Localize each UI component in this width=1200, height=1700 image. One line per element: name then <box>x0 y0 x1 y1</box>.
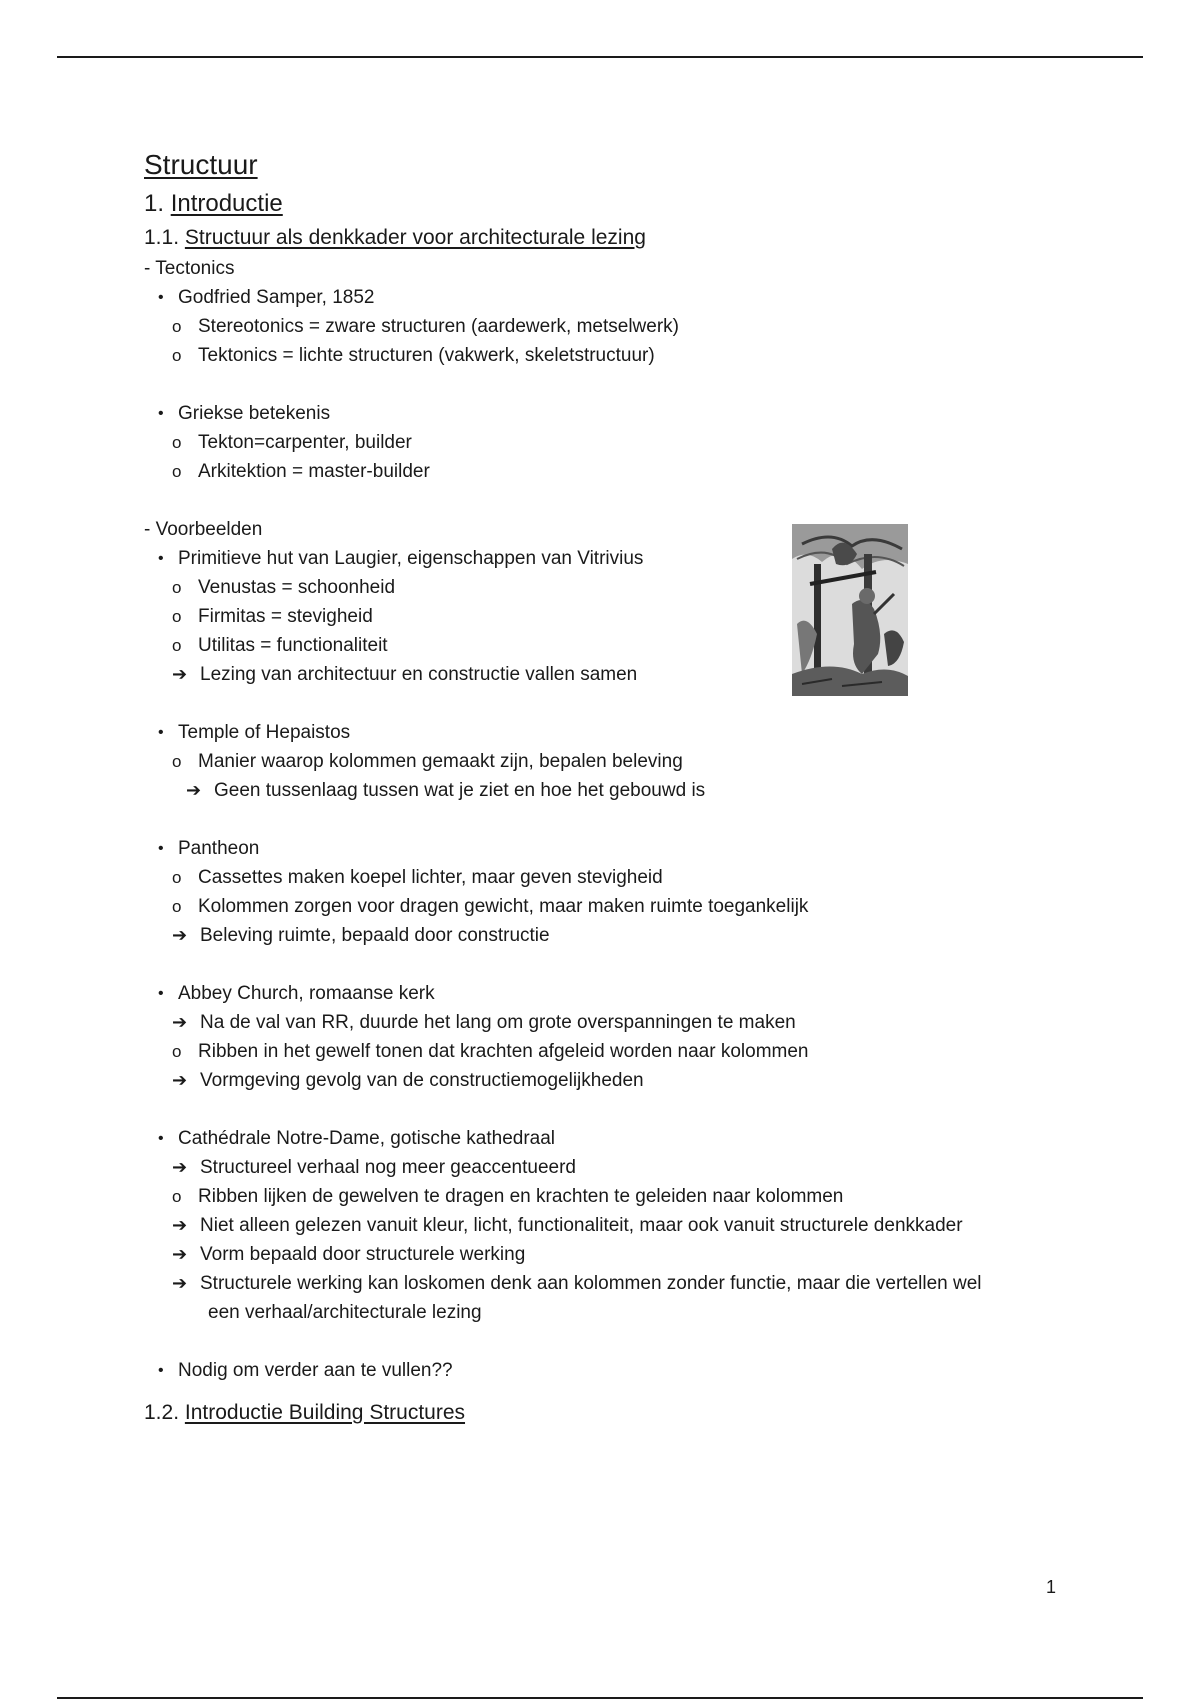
page-number: 1 <box>1046 1577 1057 1597</box>
bullet-marker: • <box>158 405 164 422</box>
tectonics-label: - Tectonics <box>144 258 235 279</box>
list-item: o Ribben lijken de gewelven te dragen en krachten te geleiden naar kolommen <box>144 1182 1104 1211</box>
arrow-icon: ➔ <box>172 1273 188 1293</box>
sub-marker: o <box>172 607 182 626</box>
sub-marker: o <box>172 346 182 365</box>
primitive-hut-engraving <box>792 524 908 696</box>
list-item: • Nodig om verder aan te vullen?? <box>144 1356 1104 1385</box>
list-item: • Primitieve hut van Laugier, eigenschappen van Vitrivius <box>144 544 1104 573</box>
sub-marker: o <box>172 636 182 655</box>
list-item: ➔ Structurele werking kan loskomen denk aan kolommen zonder functie, maar die vertellen wel <box>144 1269 1104 1298</box>
footer-rule <box>57 1697 1143 1699</box>
section-1-2-title: Introductie Building Structures <box>184 1401 466 1424</box>
sub-marker: o <box>172 752 182 771</box>
bullet-marker: • <box>158 289 164 306</box>
bullet-marker: • <box>158 840 164 857</box>
list-item: • Temple of Hepaistos <box>144 718 1104 747</box>
list-item: o Cassettes maken koepel lichter, maar geven stevigheid <box>144 863 1104 892</box>
list-item: • Godfried Samper, 1852 <box>144 283 1104 312</box>
list-item: o Tektonics = lichte structuren (vakwerk, skeletstructuur) <box>144 341 1104 370</box>
list-item: ➔ Niet alleen gelezen vanuit kleur, licht, functionaliteit, maar ook vanuit structurele denkkader <box>144 1211 1104 1240</box>
list-item: ➔ Structureel verhaal nog meer geaccentueerd <box>144 1153 1104 1182</box>
arrow-icon: ➔ <box>172 925 188 945</box>
sub-marker: o <box>172 578 182 597</box>
sub-marker: o <box>172 1187 182 1206</box>
bullet-marker: • <box>158 1130 164 1147</box>
section-1-1-title: Structuur als denkkader voor architecturale lezing <box>184 226 646 249</box>
list-item: • Griekse betekenis <box>144 399 1104 428</box>
arrow-icon: ➔ <box>172 1215 188 1235</box>
list-item: ➔ Vormgeving gevolg van de constructiemogelijkheden <box>144 1066 1104 1095</box>
header-rule <box>57 56 1143 58</box>
section-1-1-heading <box>144 222 1104 254</box>
arrow-icon: ➔ <box>172 1070 188 1090</box>
list-item: o Venustas = schoonheid <box>144 573 1104 602</box>
bullet-marker: • <box>158 724 164 741</box>
sub-marker: o <box>172 462 182 481</box>
list-item: • Cathédrale Notre-Dame, gotische kathedraal <box>144 1124 1104 1153</box>
list-item: o Ribben in het gewelf tonen dat krachten afgeleid worden naar kolommen <box>144 1037 1104 1066</box>
list-item: ➔ Vorm bepaald door structurele werking <box>144 1240 1104 1269</box>
bullet-marker: • <box>158 985 164 1002</box>
sub-marker: o <box>172 897 182 916</box>
list-item: o Utilitas = functionaliteit <box>144 631 1104 660</box>
arrow-icon: ➔ <box>172 1244 188 1264</box>
sub-marker: o <box>172 1042 182 1061</box>
list-item: ➔ Beleving ruimte, bepaald door constructie <box>144 921 1104 950</box>
bullet-marker: • <box>158 550 164 567</box>
list-item-continuation: een verhaal/architecturale lezing <box>208 1302 482 1323</box>
sub-marker: o <box>172 433 182 452</box>
list-item: o Arkitektion = master-builder <box>144 457 1104 486</box>
list-item: o Firmitas = stevigheid <box>144 602 1104 631</box>
list-item: ➔ Lezing van architectuur en constructie vallen samen <box>144 660 1104 689</box>
page-title: Structuur <box>144 149 258 180</box>
arrow-icon: ➔ <box>186 780 202 800</box>
arrow-icon: ➔ <box>172 664 188 684</box>
section-1-heading <box>144 186 1104 222</box>
bullet-marker: • <box>158 1362 164 1379</box>
section-1-2-number: 1.2. <box>144 1401 180 1424</box>
arrow-icon: ➔ <box>172 1012 188 1032</box>
list-item: o Manier waarop kolommen gemaakt zijn, bepalen beleving <box>144 747 1104 776</box>
voorbeelden-label: - Voorbeelden <box>144 519 263 540</box>
section-1-title: Introductie <box>170 190 283 217</box>
section-1-1-number: 1.1. <box>144 226 180 249</box>
sub-marker: o <box>172 868 182 887</box>
section-1-number: 1. <box>144 190 165 217</box>
list-item: ➔ Na de val van RR, duurde het lang om grote overspanningen te maken <box>144 1008 1104 1037</box>
list-item: o Stereotonics = zware structuren (aardewerk, metselwerk) <box>144 312 1104 341</box>
section-1-2-heading <box>144 1397 1104 1429</box>
arrow-icon: ➔ <box>172 1157 188 1177</box>
list-item: • Pantheon <box>144 834 1104 863</box>
list-item: • Abbey Church, romaanse kerk <box>144 979 1104 1008</box>
sub-marker: o <box>172 317 182 336</box>
list-item: o Kolommen zorgen voor dragen gewicht, maar maken ruimte toegankelijk <box>144 892 1104 921</box>
list-item: o Tekton=carpenter, builder <box>144 428 1104 457</box>
document-body <box>144 146 1104 1429</box>
list-item: ➔ Geen tussenlaag tussen wat je ziet en hoe het gebouwd is <box>144 776 1104 805</box>
